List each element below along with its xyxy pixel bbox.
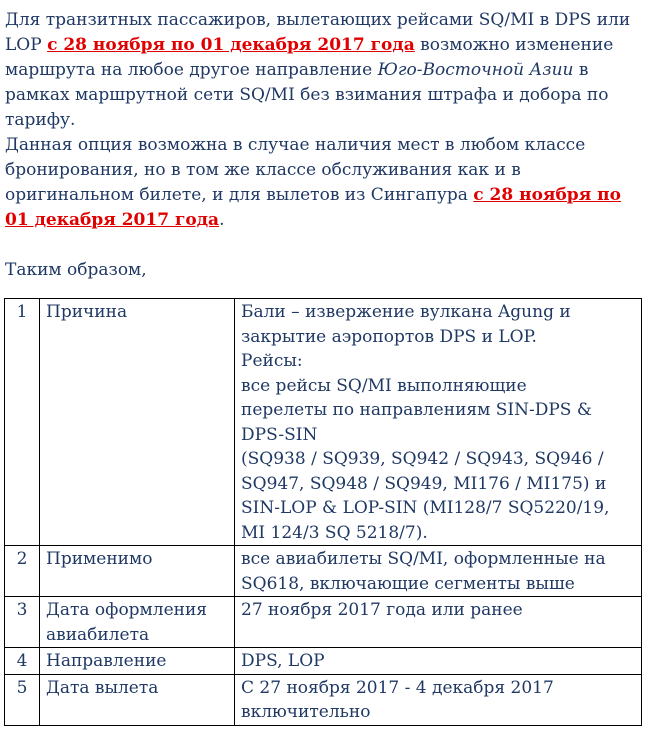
value-line: DPS, LOP [241,651,325,671]
row-value [235,597,642,648]
table-row [5,648,642,675]
text-run: . [219,210,225,230]
intro-paragraph-3: Таким образом, [5,260,147,280]
value-line: закрытие аэропортов DPS и LOP. [241,326,537,347]
value-line: Рейсы: [241,351,303,371]
value-line: перелеты по направлениям SIN-DPS & [241,400,592,420]
row-number: 5 [5,674,40,725]
table-row [5,597,642,648]
value-line: Бали – извержение вулкана Agung и [241,302,571,322]
date-highlight: с 28 ноября по 01 декабря 2017 года [47,35,415,55]
value-line: С 27 ноября 2017 - 4 декабря 2017 [241,677,554,698]
row-label: Дата вылета [40,674,235,725]
text-run: в рамках маршрутной сети SQ/MI без взимания штрафа и добора по тарифу. [5,60,609,130]
text-run: Для транзитных пассажиров, вылетающих рейсами SQ/MI в DPS или LOP [5,10,631,55]
row-label: Дата оформления авиабилета [40,597,235,648]
intro-paragraph-1 [5,8,639,133]
row-value [235,546,642,597]
text-run: возможно изменение маршрута на любое другое направление [5,35,614,80]
table-row [5,299,642,546]
value-line: MI 124/3 SQ 5218/7). [241,522,428,543]
row-label: Причина [40,299,235,546]
value-line: все авиабилеты SQ/MI, оформленные на [241,549,606,569]
value-line: все рейсы SQ/MI выполняющие [241,375,527,396]
row-number: 3 [5,597,40,648]
text-run: Данная опция возможна в случае наличия мест в любом классе бронирования, но в том же классе обслуживания как и в оригинальном билете, и для вылетов из Сингапура [5,135,586,205]
region-name: Юго-Восточной Азии [377,60,574,80]
row-value [235,674,642,725]
row-number: 1 [5,299,40,546]
value-line: включительно [241,702,371,722]
row-number: 2 [5,546,40,597]
row-value [235,299,642,546]
value-line: 27 ноября 2017 года или ранее [241,600,523,620]
row-label: Применимо [40,546,235,597]
value-line: SQ947, SQ948 / SQ949, MI176 / MI175) и [241,473,607,494]
value-line: SIN-LOP & LOP-SIN (MI128/7 SQ5220/19, [241,498,610,518]
intro-paragraph-2 [5,133,639,233]
conditions-table [4,298,642,726]
value-line: DPS-SIN [241,424,318,445]
value-line: SQ618, включающие сегменты выше [241,573,575,594]
document-body [5,8,639,283]
value-line: (SQ938 / SQ939, SQ942 / SQ943, SQ946 / [241,449,604,469]
table-row [5,674,642,725]
row-label: Направление [40,648,235,675]
date-highlight: с 28 ноября по 01 декабря 2017 года [5,185,621,230]
table-row [5,546,642,597]
row-number: 4 [5,648,40,675]
row-value [235,648,642,675]
